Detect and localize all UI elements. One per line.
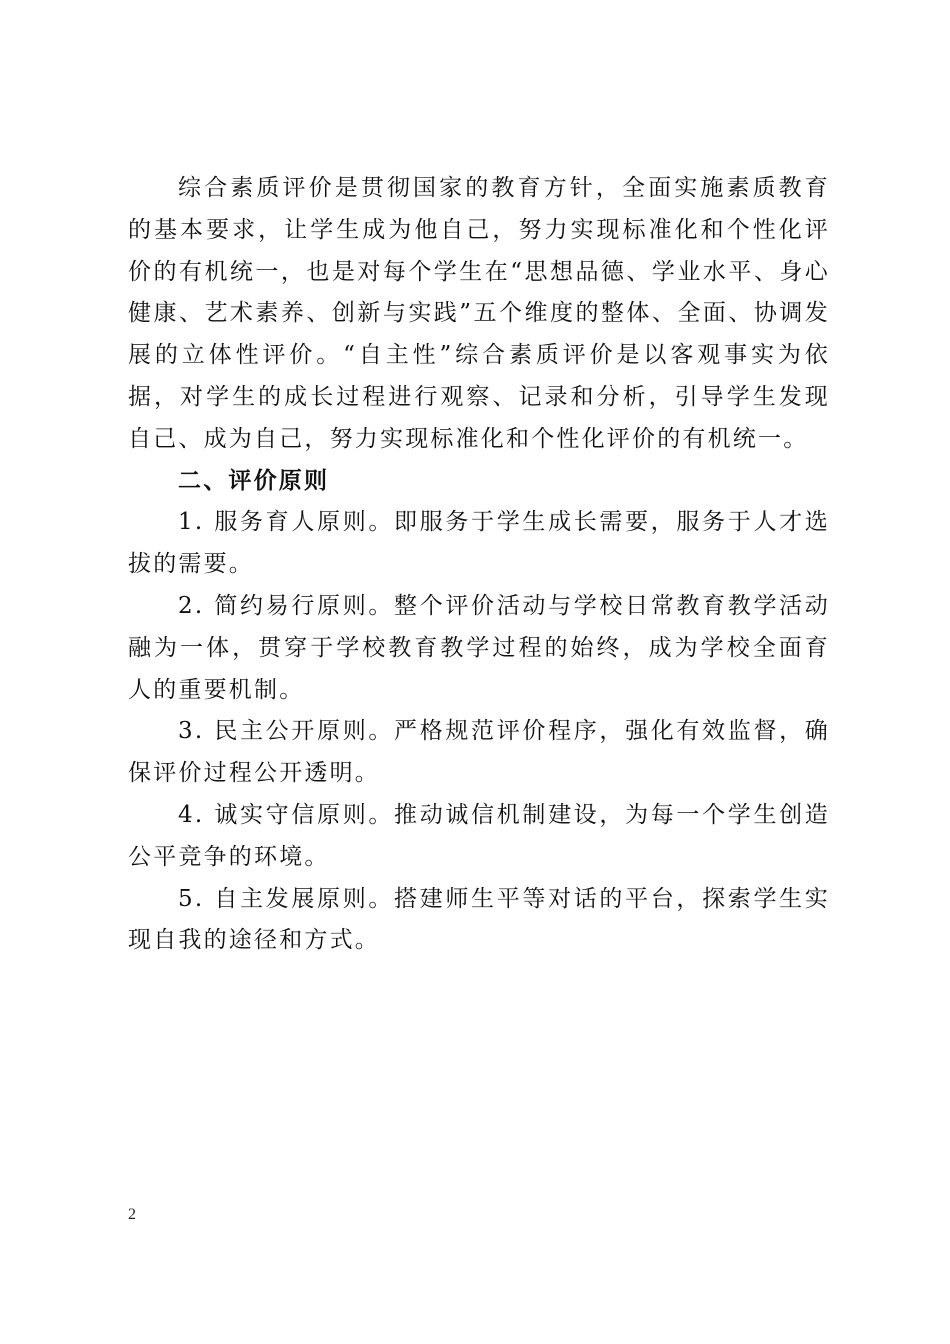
document-body <box>128 168 830 962</box>
intro-paragraph: 综合素质评价是贯彻国家的教育方针，全面实施素质教育的基本要求，让学生成为他自己，努力实现标准化和个性化评价的有机统一，也是对每个学生在“思想品德、学业水平、身心健康、艺术素养、创新与实践”五个维度的整体、全面、协调发展的立体性评价。“自主性”综合素质评价是以客观事实为依据，对学生的成长过程进行观察、记录和分析，引导学生发现自己、成为自己，努力实现标准化和个性化评价的有机统一。 <box>128 175 830 452</box>
principle-item-2: 2. 简约易行原则。整个评价活动与学校日常教育教学活动融为一体，贯穿于学校教育教学过程的始终，成为学校全面育人的重要机制。 <box>128 592 830 703</box>
page-number: 2 <box>128 1206 136 1223</box>
principle-item-5: 5. 自主发展原则。搭建师生平等对话的平台，探索学生实现自我的途径和方式。 <box>128 885 830 954</box>
principle-item-1: 1. 服务育人原则。即服务于学生成长需要，服务于人才选拔的需要。 <box>128 509 830 578</box>
principle-item-3: 3. 民主公开原则。严格规范评价程序，强化有效监督，确保评价过程公开透明。 <box>128 718 830 787</box>
principle-item-4: 4. 诚实守信原则。推动诚信机制建设，为每一个学生创造公平竞争的环境。 <box>128 801 830 870</box>
section-heading: 二、评价原则 <box>178 467 330 494</box>
